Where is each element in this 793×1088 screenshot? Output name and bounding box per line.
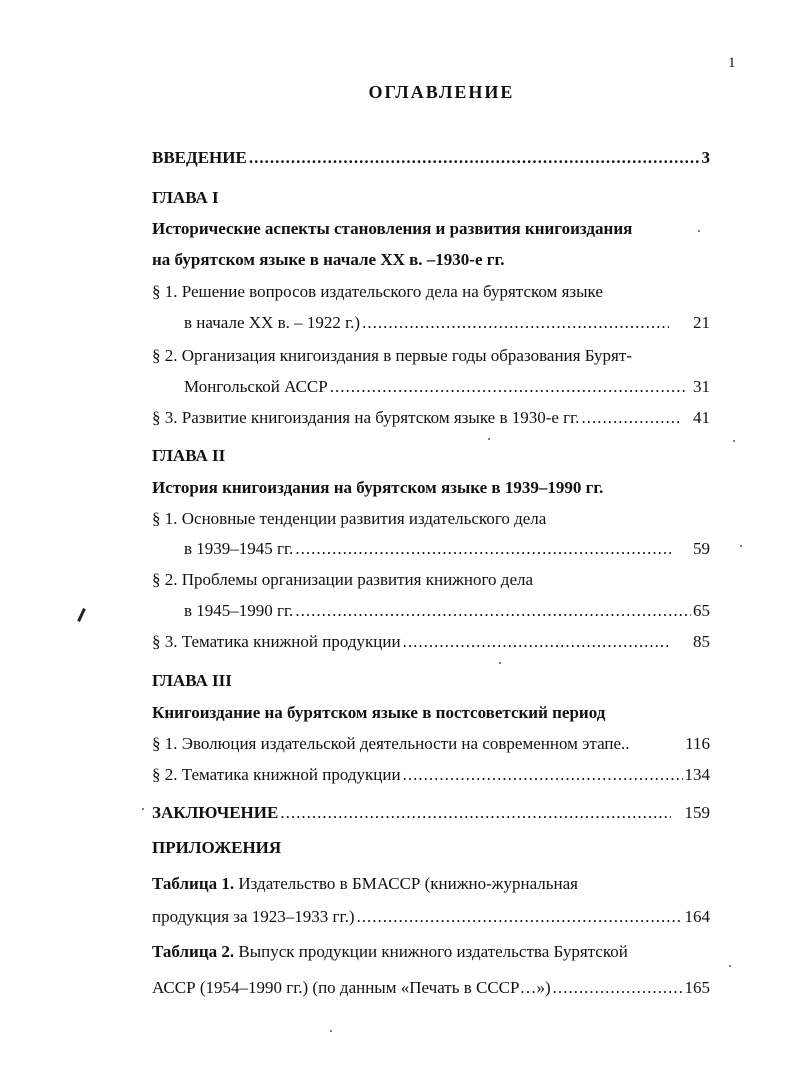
ch3-section-2-page: 134 bbox=[684, 765, 710, 784]
chapter-1-title-line1: Исторические аспекты становления и развития книгоиздания bbox=[152, 219, 633, 238]
toc-entry-conclusion bbox=[152, 803, 710, 823]
conclusion-label: ЗАКЛЮЧЕНИЕ bbox=[152, 803, 279, 822]
ch1-section-1-page: 21 bbox=[693, 313, 710, 332]
ch2-section-2-page: 65 bbox=[693, 601, 710, 620]
leader-dots bbox=[356, 907, 682, 927]
chapter-1-title-line2: на бурятском языке в начале XX в. –1930-е гг. bbox=[152, 250, 505, 269]
toc-entry-intro bbox=[152, 148, 710, 168]
chapter-2-title: История книгоиздания на бурятском языке в 1939–1990 гг. bbox=[152, 478, 604, 497]
chapter-2-heading: ГЛАВА II bbox=[152, 446, 226, 465]
leader-dots bbox=[362, 313, 669, 333]
leader-dots bbox=[280, 803, 670, 823]
leader-dots bbox=[403, 765, 683, 785]
scan-speck bbox=[330, 1030, 332, 1032]
scan-mark bbox=[77, 608, 86, 622]
ch2-section-1-line1: § 1. Основные тенденции развития издательского дела bbox=[152, 509, 547, 528]
leader-dots bbox=[581, 408, 679, 428]
ch1-section-1-line2: в начале XX в. – 1922 г.) bbox=[184, 313, 361, 332]
table-1-title: Издательство в БМАССР (книжно-журнальная bbox=[234, 874, 578, 893]
ch1-section-3-page: 41 bbox=[693, 408, 710, 427]
table-1-page: 164 bbox=[684, 907, 710, 926]
chapter-3-heading: ГЛАВА III bbox=[152, 671, 232, 690]
scan-speck bbox=[499, 662, 501, 664]
leader-dots bbox=[295, 539, 671, 559]
ch3-section-1-line: § 1. Эволюция издательской деятельности на современном этапе.. bbox=[152, 734, 630, 753]
leader-dots bbox=[295, 601, 691, 621]
ch2-section-1-line2: в 1939–1945 гг. bbox=[184, 539, 294, 558]
ch2-section-2-line1: § 2. Проблемы организации развития книжного дела bbox=[152, 570, 534, 589]
scan-speck bbox=[740, 545, 742, 547]
table-2-line2: АССР (1954–1990 гг.) (по данным «Печать в СССР…») bbox=[152, 978, 551, 997]
table-2-line1 bbox=[152, 942, 628, 962]
ch2-section-3-page: 85 bbox=[693, 632, 710, 651]
page-number: 1 bbox=[728, 55, 736, 71]
toc-entry-ch2-s3 bbox=[152, 632, 710, 652]
intro-label: ВВЕДЕНИЕ bbox=[152, 148, 247, 167]
chapter-3-title: Книгоиздание на бурятском языке в постсоветский период bbox=[152, 703, 606, 722]
ch2-section-1-page: 59 bbox=[693, 539, 710, 558]
toc-entry-ch1-s1 bbox=[184, 313, 710, 333]
leader-dots bbox=[553, 978, 683, 998]
conclusion-page: 159 bbox=[684, 803, 710, 822]
toc-entry-table-2 bbox=[152, 978, 710, 998]
toc-entry-ch3-s1 bbox=[152, 734, 710, 754]
ch3-section-2-line: § 2. Тематика книжной продукции bbox=[152, 765, 401, 784]
table-2-page: 165 bbox=[684, 978, 710, 997]
chapter-1-heading: ГЛАВА I bbox=[152, 188, 219, 207]
scan-speck bbox=[142, 808, 144, 810]
scan-speck bbox=[733, 440, 735, 442]
table-1-label: Таблица 1. bbox=[152, 874, 235, 893]
ch1-section-2-line2: Монгольской АССР bbox=[184, 377, 328, 396]
scan-speck bbox=[488, 438, 490, 440]
leader-dots bbox=[403, 632, 671, 652]
scan-speck bbox=[698, 230, 700, 232]
ch2-section-3-line: § 3. Тематика книжной продукции bbox=[152, 632, 401, 651]
toc-entry-ch3-s2 bbox=[152, 765, 710, 785]
toc-entry-table-1 bbox=[152, 907, 710, 927]
ch2-section-2-line2: в 1945–1990 гг. bbox=[184, 601, 294, 620]
ch1-section-2-line1: § 2. Организация книгоиздания в первые годы образования Бурят- bbox=[152, 346, 632, 365]
toc-entry-ch1-s2 bbox=[184, 377, 710, 397]
ch1-section-3-line: § 3. Развитие книгоиздания на бурятском языке в 1930-е гг. bbox=[152, 408, 580, 427]
toc-entry-ch2-s2 bbox=[184, 601, 710, 621]
leader-dots bbox=[249, 148, 700, 168]
intro-page: 3 bbox=[701, 148, 710, 167]
table-1-line1 bbox=[152, 874, 578, 894]
appendices-heading: ПРИЛОЖЕНИЯ bbox=[152, 838, 282, 857]
table-1-line2: продукция за 1923–1933 гг.) bbox=[152, 907, 355, 926]
ch1-section-1-line1: § 1. Решение вопросов издательского дела на бурятском языке bbox=[152, 282, 603, 301]
toc-title: ОГЛАВЛЕНИЕ bbox=[368, 82, 515, 102]
table-2-title: Выпуск продукции книжного издательства Бурятской bbox=[234, 942, 628, 961]
ch1-section-2-page: 31 bbox=[693, 377, 710, 396]
toc-entry-ch1-s3 bbox=[152, 408, 710, 428]
table-2-label: Таблица 2. bbox=[152, 942, 235, 961]
ch3-section-1-page: 116 bbox=[685, 734, 710, 753]
scan-speck bbox=[729, 965, 731, 967]
toc-entry-ch2-s1 bbox=[184, 539, 710, 559]
leader-dots bbox=[330, 377, 687, 397]
